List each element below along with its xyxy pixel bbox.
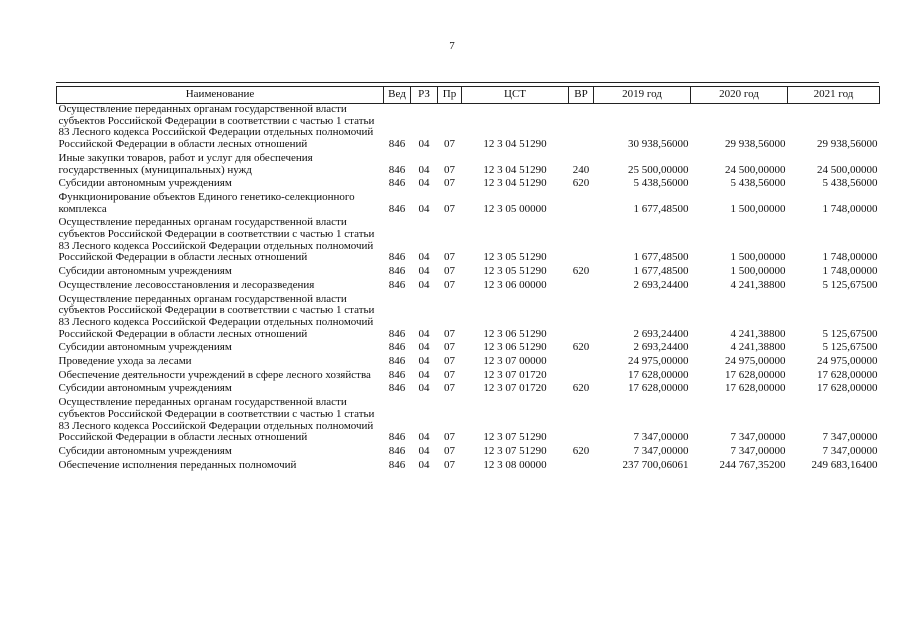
cell-2020: 4 241,38800 bbox=[730, 341, 786, 354]
cell-ved: 846 bbox=[388, 265, 406, 278]
cell-pr: 07 bbox=[444, 163, 455, 176]
cell-2020: 24 500,00000 bbox=[725, 163, 786, 176]
cell-ved: 846 bbox=[388, 458, 406, 471]
cell-vr: 620 bbox=[572, 382, 590, 395]
cell-cst: 12 3 05 51290 bbox=[483, 265, 547, 278]
cell-2020: 17 628,00000 bbox=[725, 368, 786, 381]
cell-2020: 7 347,00000 bbox=[730, 444, 786, 457]
cell-2021: 5 438,56000 bbox=[822, 177, 878, 190]
cell-ved: 846 bbox=[388, 251, 406, 264]
cell-2019: 2 693,24400 bbox=[633, 341, 689, 354]
cell-rz: 04 bbox=[418, 458, 430, 471]
cell-vr: 620 bbox=[572, 177, 590, 190]
cell-2019: 17 628,00000 bbox=[628, 382, 689, 395]
cell-name: Субсидии автономным учреждениям bbox=[58, 444, 232, 457]
cell-rz: 04 bbox=[418, 368, 430, 381]
cell-name: Субсидии автономным учреждениям bbox=[58, 341, 232, 354]
cell-rz: 04 bbox=[418, 327, 430, 340]
cell-name: Осуществление переданных органам государственной власти субъектов Российской Федерации в соответствии с частью 1 статьи 83 Лесного кодекса Российской Федерации отдельных полномочий Российской Федерации в области лесных отношений bbox=[58, 103, 375, 151]
page-number: 7 bbox=[449, 40, 455, 52]
cell-2021: 24 500,00000 bbox=[817, 163, 878, 176]
cell-cst: 12 3 06 51290 bbox=[483, 341, 547, 354]
header-row bbox=[57, 87, 880, 104]
cell-2020: 7 347,00000 bbox=[730, 431, 786, 444]
cell-vr: 620 bbox=[572, 444, 590, 457]
header-ved: Вед bbox=[384, 87, 411, 104]
cell-cst: 12 3 04 51290 bbox=[483, 163, 547, 176]
cell-2019: 30 938,56000 bbox=[628, 138, 689, 151]
cell-pr: 07 bbox=[444, 382, 455, 395]
cell-2021: 7 347,00000 bbox=[822, 431, 878, 444]
cell-2021: 1 748,00000 bbox=[822, 265, 878, 278]
cell-vr bbox=[569, 370, 594, 384]
header-2019: 2019 год bbox=[594, 87, 691, 104]
header-rz: РЗ bbox=[411, 87, 438, 104]
table-row bbox=[57, 104, 880, 153]
cell-cst: 12 3 05 00000 bbox=[483, 202, 547, 215]
cell-pr: 07 bbox=[444, 368, 455, 381]
table-row bbox=[57, 280, 880, 294]
cell-2021: 29 938,56000 bbox=[817, 138, 878, 151]
cell-cst: 12 3 08 00000 bbox=[483, 458, 547, 471]
cell-ved: 846 bbox=[388, 138, 406, 151]
header-vr: ВР bbox=[569, 87, 594, 104]
table-row bbox=[57, 153, 880, 178]
cell-pr: 07 bbox=[444, 431, 455, 444]
table-row bbox=[57, 356, 880, 370]
cell-rz: 04 bbox=[418, 278, 430, 291]
cell-name: Осуществление переданных органам государственной власти субъектов Российской Федерации в соответствии с частью 1 статьи 83 Лесного кодекса Российской Федерации отдельных полномочий Российской Федерации в области лесных отношений bbox=[58, 292, 375, 340]
cell-name: Проведение ухода за лесами bbox=[58, 355, 192, 368]
cell-2021: 5 125,67500 bbox=[822, 278, 878, 291]
cell-ved: 846 bbox=[388, 368, 406, 381]
cell-pr: 07 bbox=[444, 458, 455, 471]
cell-rz: 04 bbox=[418, 265, 430, 278]
cell-cst: 12 3 06 51290 bbox=[483, 327, 547, 340]
cell-2021: 5 125,67500 bbox=[822, 341, 878, 354]
cell-2019: 24 975,00000 bbox=[628, 355, 689, 368]
table-row bbox=[57, 383, 880, 397]
cell-2019: 7 347,00000 bbox=[633, 444, 689, 457]
cell-rz: 04 bbox=[418, 163, 430, 176]
cell-name: Осуществление переданных органам государственной власти субъектов Российской Федерации в соответствии с частью 1 статьи 83 Лесного кодекса Российской Федерации отдельных полномочий Российской Федерации в области лесных отношений bbox=[58, 396, 375, 444]
cell-rz: 04 bbox=[418, 251, 430, 264]
cell-pr: 07 bbox=[444, 327, 455, 340]
cell-2020: 17 628,00000 bbox=[725, 382, 786, 395]
cell-cst: 12 3 06 00000 bbox=[483, 278, 547, 291]
table-row bbox=[57, 460, 880, 474]
cell-name: Субсидии автономным учреждениям bbox=[58, 382, 232, 395]
cell-2021: 1 748,00000 bbox=[822, 202, 878, 215]
cell-rz: 04 bbox=[418, 138, 430, 151]
cell-2019: 7 347,00000 bbox=[633, 431, 689, 444]
cell-pr: 07 bbox=[444, 278, 455, 291]
cell-name: Субсидии автономным учреждениям bbox=[58, 265, 232, 278]
cell-pr: 07 bbox=[444, 138, 455, 151]
cell-2020: 24 975,00000 bbox=[725, 355, 786, 368]
cell-name: Субсидии автономным учреждениям bbox=[58, 177, 232, 190]
cell-cst: 12 3 07 00000 bbox=[483, 355, 547, 368]
cell-vr: 620 bbox=[572, 265, 590, 278]
cell-ved: 846 bbox=[388, 327, 406, 340]
cell-cst: 12 3 07 01720 bbox=[483, 382, 547, 395]
table-row bbox=[57, 446, 880, 460]
cell-name: Осуществление переданных органам государственной власти субъектов Российской Федерации в соответствии с частью 1 статьи 83 Лесного кодекса Российской Федерации отдельных полномочий Российской Федерации в области лесных отношений bbox=[58, 216, 375, 264]
cell-cst: 12 3 07 01720 bbox=[483, 368, 547, 381]
cell-cst: 12 3 04 51290 bbox=[483, 138, 547, 151]
cell-vr bbox=[569, 397, 594, 446]
cell-vr: 620 bbox=[572, 341, 590, 354]
cell-vr bbox=[569, 460, 594, 474]
table-body bbox=[57, 104, 880, 474]
header-name: Наименование bbox=[57, 87, 384, 104]
cell-pr: 07 bbox=[444, 265, 455, 278]
cell-2021: 249 683,16400 bbox=[811, 458, 878, 471]
cell-rz: 04 bbox=[418, 341, 430, 354]
cell-2021: 17 628,00000 bbox=[817, 382, 878, 395]
table-row bbox=[57, 178, 880, 192]
cell-2019: 1 677,48500 bbox=[633, 265, 689, 278]
cell-name: Обеспечение деятельности учреждений в сфере лесного хозяйства bbox=[58, 368, 371, 381]
cell-2019: 237 700,06061 bbox=[622, 458, 689, 471]
cell-rz: 04 bbox=[418, 177, 430, 190]
table-header bbox=[57, 87, 880, 104]
cell-pr: 07 bbox=[444, 341, 455, 354]
cell-vr bbox=[569, 280, 594, 294]
cell-ved: 846 bbox=[388, 278, 406, 291]
cell-pr: 07 bbox=[444, 444, 455, 457]
cell-2020: 4 241,38800 bbox=[730, 327, 786, 340]
table-row bbox=[57, 342, 880, 356]
cell-name: Обеспечение исполнения переданных полномочий bbox=[58, 458, 297, 471]
cell-rz: 04 bbox=[418, 355, 430, 368]
cell-2021: 5 125,67500 bbox=[822, 327, 878, 340]
cell-2021: 7 347,00000 bbox=[822, 444, 878, 457]
table-top-rule bbox=[56, 82, 879, 83]
cell-vr: 240 bbox=[572, 163, 590, 176]
cell-ved: 846 bbox=[388, 341, 406, 354]
cell-rz: 04 bbox=[418, 202, 430, 215]
header-2021: 2021 год bbox=[788, 87, 880, 104]
cell-rz: 04 bbox=[418, 431, 430, 444]
cell-name: Осуществление лесовосстановления и лесоразведения bbox=[58, 278, 315, 291]
cell-ved: 846 bbox=[388, 444, 406, 457]
cell-2021: 17 628,00000 bbox=[817, 368, 878, 381]
table-row bbox=[57, 370, 880, 384]
cell-cst: 12 3 04 51290 bbox=[483, 177, 547, 190]
cell-2021: 24 975,00000 bbox=[817, 355, 878, 368]
cell-name: Иные закупки товаров, работ и услуг для обеспечения государственных (муниципальных) нужд bbox=[58, 151, 313, 176]
cell-2020: 1 500,00000 bbox=[730, 202, 786, 215]
cell-2020: 1 500,00000 bbox=[730, 265, 786, 278]
cell-2019: 5 438,56000 bbox=[633, 177, 689, 190]
cell-2020: 5 438,56000 bbox=[730, 177, 786, 190]
cell-vr bbox=[569, 104, 594, 153]
cell-pr: 07 bbox=[444, 202, 455, 215]
cell-2020: 244 767,35200 bbox=[719, 458, 786, 471]
header-2020: 2020 год bbox=[691, 87, 788, 104]
cell-vr bbox=[569, 294, 594, 343]
cell-pr: 07 bbox=[444, 177, 455, 190]
cell-ved: 846 bbox=[388, 163, 406, 176]
cell-cst: 12 3 07 51290 bbox=[483, 431, 547, 444]
cell-2021: 1 748,00000 bbox=[822, 251, 878, 264]
cell-rz: 04 bbox=[418, 444, 430, 457]
cell-pr: 07 bbox=[444, 251, 455, 264]
cell-2019: 17 628,00000 bbox=[628, 368, 689, 381]
cell-ved: 846 bbox=[388, 355, 406, 368]
cell-rz: 04 bbox=[418, 382, 430, 395]
cell-2019: 2 693,24400 bbox=[633, 327, 689, 340]
cell-2019: 2 693,24400 bbox=[633, 278, 689, 291]
header-cst: ЦСТ bbox=[462, 87, 569, 104]
cell-ved: 846 bbox=[388, 431, 406, 444]
cell-cst: 12 3 05 51290 bbox=[483, 251, 547, 264]
cell-2020: 29 938,56000 bbox=[725, 138, 786, 151]
budget-table bbox=[56, 86, 880, 473]
cell-name: Функционирование объектов Единого генетико-селекционного комплекса bbox=[58, 190, 355, 215]
table-row bbox=[57, 192, 880, 217]
table-row bbox=[57, 294, 880, 343]
cell-vr bbox=[569, 356, 594, 370]
cell-vr bbox=[569, 217, 594, 266]
table-row bbox=[57, 397, 880, 446]
cell-pr: 07 bbox=[444, 355, 455, 368]
cell-2020: 4 241,38800 bbox=[730, 278, 786, 291]
cell-2019: 1 677,48500 bbox=[633, 202, 689, 215]
cell-ved: 846 bbox=[388, 202, 406, 215]
cell-ved: 846 bbox=[388, 382, 406, 395]
cell-2020: 1 500,00000 bbox=[730, 251, 786, 264]
cell-2019: 25 500,00000 bbox=[628, 163, 689, 176]
table-row bbox=[57, 266, 880, 280]
cell-ved: 846 bbox=[388, 177, 406, 190]
cell-vr bbox=[569, 192, 594, 217]
table-row bbox=[57, 217, 880, 266]
cell-2019: 1 677,48500 bbox=[633, 251, 689, 264]
header-pr: Пр bbox=[438, 87, 462, 104]
cell-cst: 12 3 07 51290 bbox=[483, 444, 547, 457]
